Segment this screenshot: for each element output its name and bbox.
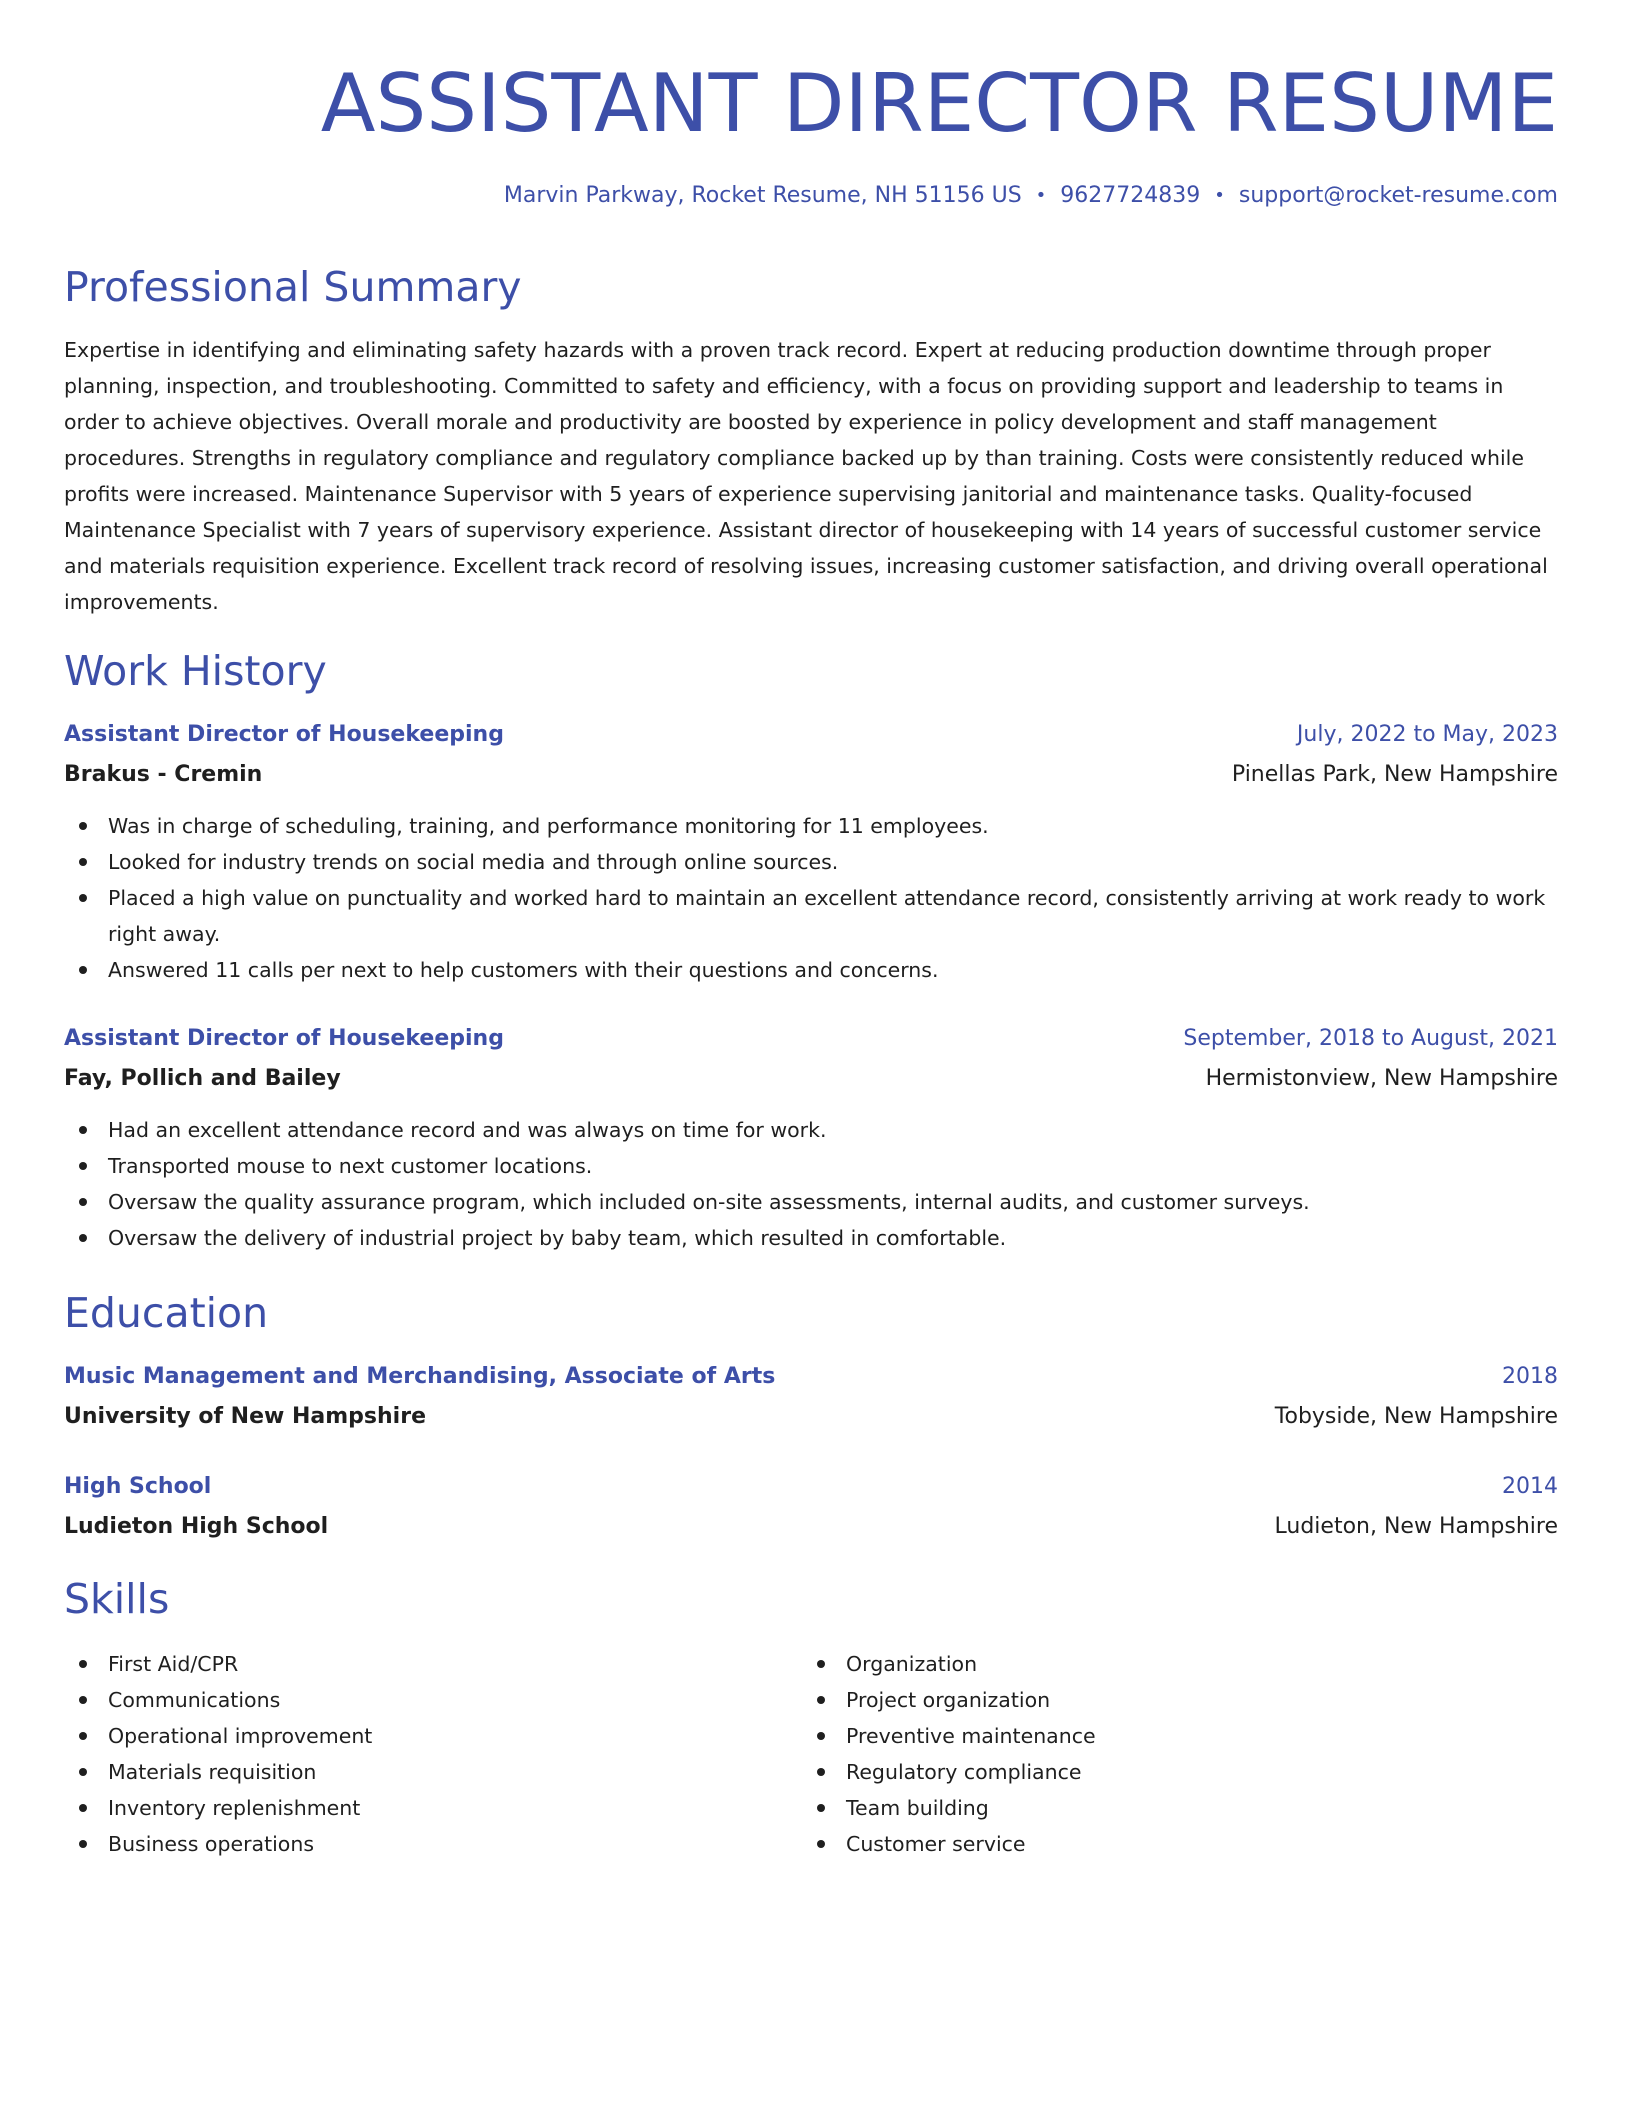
list-item: Oversaw the quality assurance program, which included on-site assessments, internal audits, and customer surveys. [64, 1184, 1558, 1220]
job-company: Brakus - Cremin [64, 762, 263, 787]
contact-line [504, 180, 1558, 212]
education-year: 2014 [1502, 1474, 1558, 1499]
contact-separator: • [1035, 185, 1047, 206]
job-duties-list [64, 808, 1558, 988]
skill-item: Operational improvement [64, 1718, 1558, 1754]
skill-item: Regulatory compliance [802, 1754, 1632, 1790]
skill-item: Organization [802, 1646, 1632, 1682]
section-heading-summary: Professional Summary [64, 263, 522, 311]
education-school: University of New Hampshire [64, 1404, 426, 1429]
contact-separator: • [1214, 185, 1225, 206]
job-dates: September, 2018 to August, 2021 [1183, 1026, 1558, 1051]
education-school: Ludieton High School [64, 1514, 329, 1539]
skill-item: First Aid/CPR [64, 1646, 1558, 1682]
contact-email[interactable]: support@rocket-resume.com [1238, 183, 1558, 208]
list-item: Was in charge of scheduling, training, and performance monitoring for 11 employees. [64, 808, 1558, 844]
job-title: Assistant Director of Housekeeping [64, 1026, 504, 1051]
list-item: Looked for industry trends on social media and through online sources. [64, 844, 1558, 880]
job-title: Assistant Director of Housekeeping [64, 722, 504, 747]
job-header-row [64, 1022, 1558, 1056]
skill-item: Customer service [802, 1826, 1632, 1862]
job-location: Pinellas Park, New Hampshire [1231, 762, 1558, 787]
resume-title: ASSISTANT DIRECTOR RESUME [320, 57, 1558, 150]
contact-address: Marvin Parkway, Rocket Resume, NH 51156 US [503, 183, 1022, 208]
skill-item: Project organization [802, 1682, 1632, 1718]
education-header-row [64, 1360, 1558, 1394]
section-heading-work-history: Work History [64, 647, 327, 695]
job-location: Hermistonview, New Hampshire [1205, 1066, 1558, 1091]
skill-item: Business operations [64, 1826, 1558, 1862]
contact-phone: 9627724839 [1060, 183, 1201, 208]
skill-item: Inventory replenishment [64, 1790, 1558, 1826]
job-company-row [64, 1062, 1558, 1096]
education-degree: Music Management and Merchandising, Associate of Arts [64, 1364, 776, 1389]
skills-list-right [802, 1646, 1632, 1862]
skill-item: Team building [802, 1790, 1632, 1826]
job-duties-list [64, 1112, 1558, 1256]
education-header-row [64, 1470, 1558, 1504]
summary-text: Expertise in identifying and eliminating safety hazards with a proven track record. Expert at reducing production downtime through proper planning, inspection, and troubleshooting. Committed to safety and efficiency, with a focus on providing support and leadership to teams in order to achieve objectives. Overall morale and productivity are boosted by experience in policy development and staff management procedures. Strengths in regulatory compliance and regulatory compliance backed up by than training. Costs were consistently reduced while profits were increased. Maintenance Supervisor with 5 years of experience supervising janitorial and maintenance tasks. Quality-focused Maintenance Specialist with 7 years of supervisory experience. Assistant director of housekeeping with 14 years of successful customer service and materials requisition experience. Excellent track record of resolving issues, increasing customer satisfaction, and driving overall operational improvements. [64, 338, 1548, 614]
list-item: Answered 11 calls per next to help customers with their questions and concerns. [64, 952, 1558, 988]
section-heading-education: Education [64, 1289, 269, 1337]
education-location: Ludieton, New Hampshire [1274, 1514, 1558, 1539]
education-degree: High School [64, 1474, 212, 1499]
job-company-row [64, 758, 1558, 792]
job-header-row [64, 718, 1558, 752]
list-item: Had an excellent attendance record and was always on time for work. [64, 1112, 1558, 1148]
skill-item: Preventive maintenance [802, 1718, 1632, 1754]
education-school-row [64, 1400, 1558, 1434]
education-year: 2018 [1502, 1364, 1558, 1389]
education-school-row [64, 1510, 1558, 1544]
skill-item: Materials requisition [64, 1754, 1558, 1790]
list-item: Placed a high value on punctuality and worked hard to maintain an excellent attendance record, consistently arriving at work ready to work right away. [64, 880, 1558, 952]
job-company: Fay, Pollich and Bailey [64, 1066, 341, 1091]
list-item: Oversaw the delivery of industrial project by baby team, which resulted in comfortable. [64, 1220, 1558, 1256]
education-location: Tobyside, New Hampshire [1274, 1404, 1558, 1429]
skill-item: Communications [64, 1682, 1558, 1718]
section-heading-skills: Skills [64, 1575, 170, 1623]
list-item: Transported mouse to next customer locations. [64, 1148, 1558, 1184]
job-dates: July, 2022 to May, 2023 [1296, 722, 1558, 747]
